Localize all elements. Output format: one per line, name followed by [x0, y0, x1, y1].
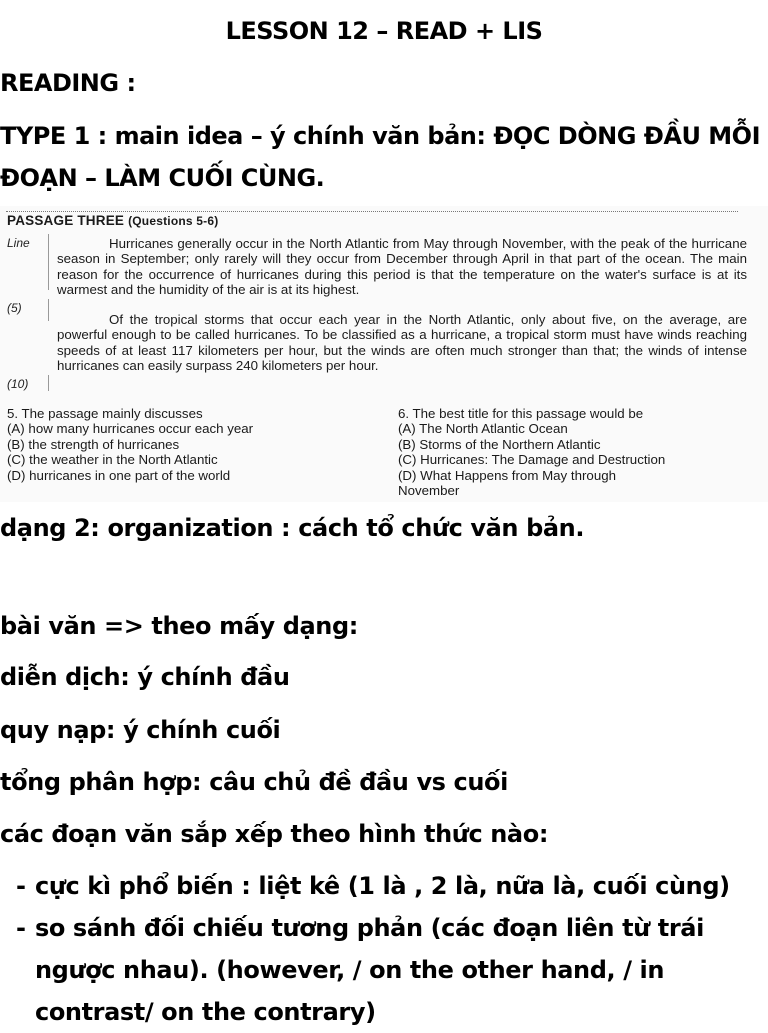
line-divider: [48, 375, 49, 391]
type1-line-1: TYPE 1 : main idea – ý chính văn bản: ĐỌC DÒNG ĐẦU MỖI: [0, 122, 761, 150]
bullet-contrast-text: so sánh đối chiếu tương phản (các đoạn liên từ trái ngược nhau). (however, / on the other hand, / in contrast/ on the contrary): [35, 914, 704, 1026]
passage-title: [7, 213, 218, 229]
question-5-option-c: (C) the weather in the North Atlantic: [7, 452, 218, 468]
reading-label: READING :: [0, 69, 136, 97]
question-6-option-d: (D) What Happens from May through: [398, 467, 617, 483]
line-divider: [48, 299, 49, 321]
bullet-dash: -: [16, 914, 26, 942]
bullet-listing: [16, 865, 768, 907]
question-6-option-d-continued: November: [398, 483, 460, 499]
question-5-stem: 5. The passage mainly discusses: [7, 406, 203, 421]
type1-line-2: ĐOẠN – LÀM CUỐI CÙNG.: [0, 164, 325, 192]
passage-title-questions: (Questions 5-6): [128, 214, 219, 228]
question-5: [7, 406, 253, 483]
question-5-option-a: (A) how many hurricanes occur each year: [7, 421, 254, 437]
dotted-rule: [6, 211, 738, 212]
question-6-option-c: (C) Hurricanes: The Damage and Destruction: [398, 452, 666, 468]
type2-heading: dạng 2: organization : cách tổ chức văn bản.: [0, 514, 585, 542]
bullet-dash: -: [16, 872, 26, 900]
bullet-contrast: [16, 907, 768, 1033]
question-6-stem: 6. The best title for this passage would be: [398, 406, 644, 421]
question-5-option-b: (B) the strength of hurricanes: [7, 436, 180, 452]
passage-title-main: PASSAGE THREE: [7, 213, 125, 228]
line-marker-10: (10): [7, 377, 29, 391]
question-5-option-d: (D) hurricanes in one part of the world: [7, 467, 231, 483]
line-label: Line: [7, 236, 30, 250]
paragraph-1-text: Hurricanes generally occur in the North Atlantic from May through November, with the peak of the hurricane season in September; only rarely will they occur from December through April in that part of the ocean. The main reason for the occurrence of hurricanes during this period is that the temperature on the water's surface is at its warmest and the humidity of the air is at its highest.: [57, 236, 747, 297]
forms-heading: bài văn => theo mấy dạng:: [0, 612, 358, 640]
passage-paragraph-1: [57, 236, 747, 297]
question-6-option-b: (B) Storms of the Northern Atlantic: [398, 436, 601, 452]
question-6-option-a: (A) The North Atlantic Ocean: [398, 421, 568, 437]
paragraph-2-text: Of the tropical storms that occur each year in the North Atlantic, only about five, on the average, are powerful enough to be called hurricanes. To be classified as a hurricane, a tropical storm must have winds reaching speeds of at least 117 kilometers per hour, but the winds are often much stronger than that; the winds of intense hurricanes can easily surpass 240 kilometers per hour.: [57, 312, 747, 373]
line-marker-5: (5): [7, 301, 22, 315]
question-6: [398, 406, 665, 498]
line-divider: [48, 234, 49, 290]
deductive-line: diễn dịch: ý chính đầu: [0, 663, 290, 691]
passage-paragraph-2: [57, 312, 747, 373]
inductive-line: quy nạp: ý chính cuối: [0, 716, 281, 744]
arrangement-question: các đoạn văn sắp xếp theo hình thức nào:: [0, 820, 549, 848]
bullet-listing-text: cực kì phổ biến : liệt kê (1 là , 2 là, nữa là, cuối cùng): [35, 872, 730, 900]
mixed-line: tổng phân hợp: câu chủ đề đầu vs cuối: [0, 768, 508, 796]
passage-scan-image: [0, 206, 768, 502]
lesson-title: LESSON 12 – READ + LIS: [225, 17, 543, 45]
